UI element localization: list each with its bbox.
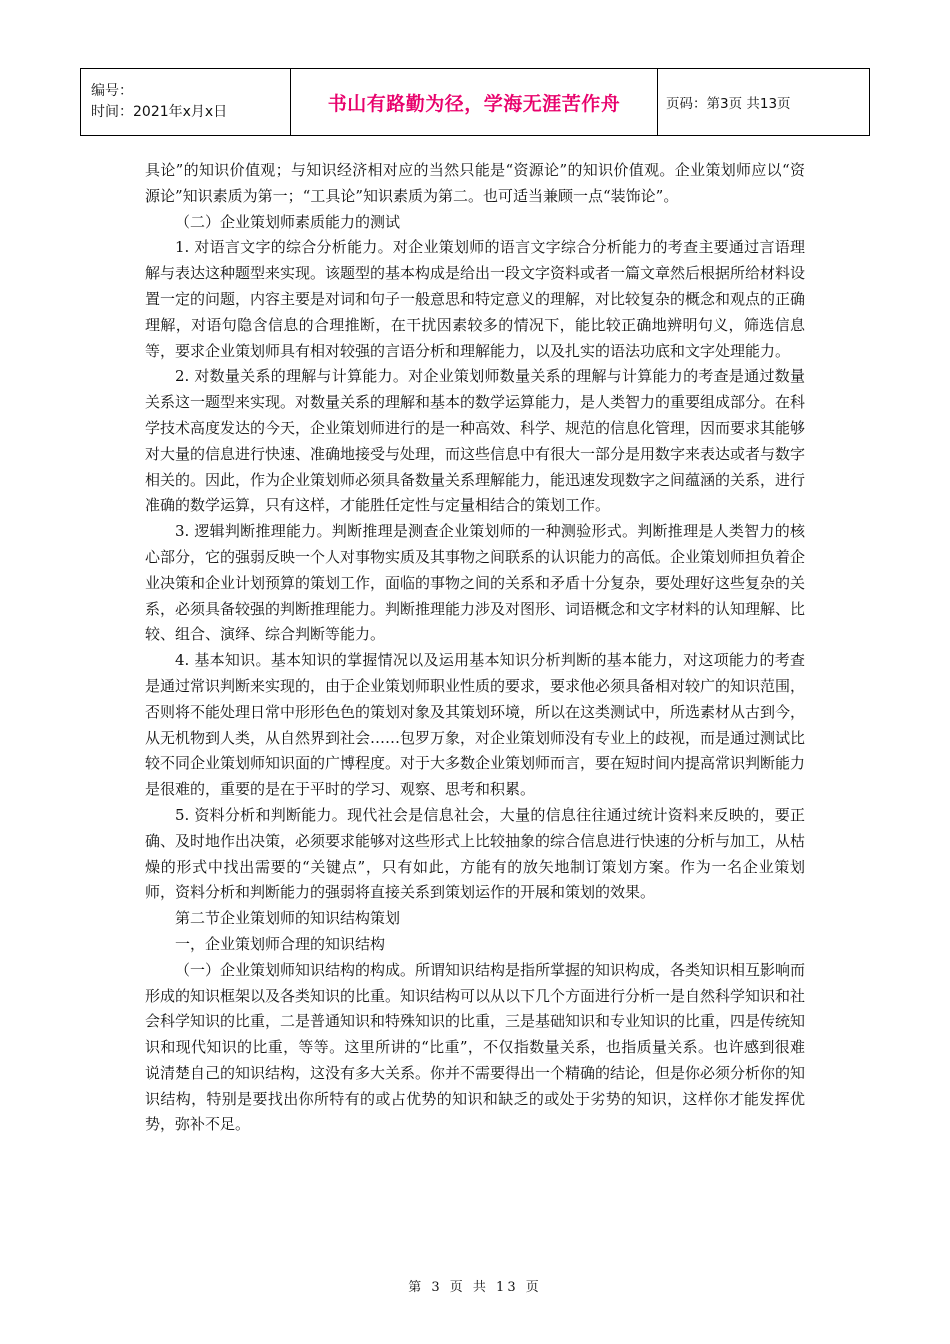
document-time-label: 时间：2021年x月x日	[91, 104, 228, 120]
chapter-heading: 第二节企业策划师的知识结构策划	[175, 909, 401, 928]
document-body	[145, 158, 805, 1138]
document-header	[80, 68, 870, 136]
body-paragraph: 5. 资料分析和判断能力。现代社会是信息社会，大量的信息往往通过统计资料来反映的，要正确、及时地作出决策，必须要求能够对这些形式上比较抽象的综合信息进行快速的分析与加工，从枯燥的形式中找出需要的“关键点”，只有如此，方能有的放矢地制订策划方案。作为一名企业策划师，资料分析和判断能力的强弱将直接关系到策划运作的开展和策划的效果。	[145, 805, 806, 902]
body-paragraph: 2. 对数量关系的理解与计算能力。对企业策划师数量关系的理解与计算能力的考查是通过数量关系这一题型来实现。对数量关系的理解和基本的数学运算能力，是人类智力的重要组成部分。在科学技术高度发达的今天，企业策划师进行的是一种高效、科学、规范的信息化管理，因而要求其能够对大量的信息进行快速、准确地接受与处理，而这些信息中有很大一部分是用数字来表达或者与数字相关的。因此，作为企业策划师必须具备数量关系理解能力，能迅速发现数字之间蕴涵的关系，进行准确的数学运算，只有这样，才能胜任定性与定量相结合的策划工作。	[145, 367, 806, 515]
body-paragraph: 具论”的知识价值观；与知识经济相对应的当然只能是“资源论”的知识价值观。企业策划师应以“资源论”知识素质为第一；“工具论”知识素质为第二。也可适当兼顾一点“装饰论”。	[145, 161, 805, 205]
body-paragraph: （一）企业策划师知识结构的构成。所谓知识结构是指所掌握的知识构成，各类知识相互影响而形成的知识框架以及各类知识的比重。知识结构可以从以下几个方面进行分析一是自然科学知识和社会科学知识的比重，二是普通知识和特殊知识的比重，三是基础知识和专业知识的比重，四是传统知识和现代知识的比重，等等。这里所讲的“比重”，不仅指数量关系，也指质量关系。也许感到很难说清楚自己的知识结构，这没有多大关系。你并不需要得出一个精确的结论，但是你必须分析你的知识结构，特别是要找出你所特有的或占优势的知识和缺乏的或处于劣势的知识，这样你才能发挥优势，弥补不足。	[145, 960, 806, 1134]
page-footer: 第 3 页 共 13 页	[408, 1280, 542, 1295]
section-heading: （二）企业策划师素质能力的测试	[175, 212, 401, 231]
header-motto: 书山有路勤为径，学海无涯苦作舟	[291, 69, 658, 136]
body-paragraph: 4. 基本知识。基本知识的掌握情况以及运用基本知识分析判断的基本能力，对这项能力的考查是通过常识判断来实现的，由于企业策划师职业性质的要求，要求他必须具备相对较广的知识范围，否则将不能处理日常中形形色色的策划对象及其策划环境，所以在这类测试中，所选素材从古到今，从无机物到人类，从自然界到社会……包罗万象，对企业策划师没有专业上的歧视，而是通过测试比较不同企业策划师知识面的广博程度。对于大多数企业策划师而言，要在短时间内提高常识判断能力是很难的，重要的是在于平时的学习、观察、思考和积累。	[145, 651, 806, 799]
body-paragraph: 3. 逻辑判断推理能力。判断推理是测查企业策划师的一种测验形式。判断推理是人类智力的核心部分，它的强弱反映一个人对事物实质及其事物之间联系的认识能力的高低。企业策划师担负着企业决策和企业计划预算的策划工作，面临的事物之间的关系和矛盾十分复杂，要处理好这些复杂的关系，必须具备较强的判断推理能力。判断推理能力涉及对图形、词语概念和文字材料的认知理解、比较、组合、演绎、综合判断等能力。	[145, 522, 806, 644]
header-page-code: 页码：第3页 共13页	[658, 69, 870, 136]
document-number-label: 编号：	[91, 83, 133, 99]
header-meta-cell	[81, 69, 291, 136]
section-heading: 一，企业策划师合理的知识结构	[175, 934, 386, 953]
body-paragraph: 1. 对语言文字的综合分析能力。对企业策划师的语言文字综合分析能力的考查主要通过言语理解与表达这种题型来实现。该题型的基本构成是给出一段文字资料或者一篇文章然后根据所给材料设置一定的问题，内容主要是对词和句子一般意思和特定意义的理解，对比较复杂的概念和观点的正确理解，对语句隐含信息的合理推断，在干扰因素较多的情况下，能比较正确地辨明句义，筛选信息等，要求企业策划师具有相对较强的言语分析和理解能力，以及扎实的语法功底和文字处理能力。	[145, 238, 806, 360]
